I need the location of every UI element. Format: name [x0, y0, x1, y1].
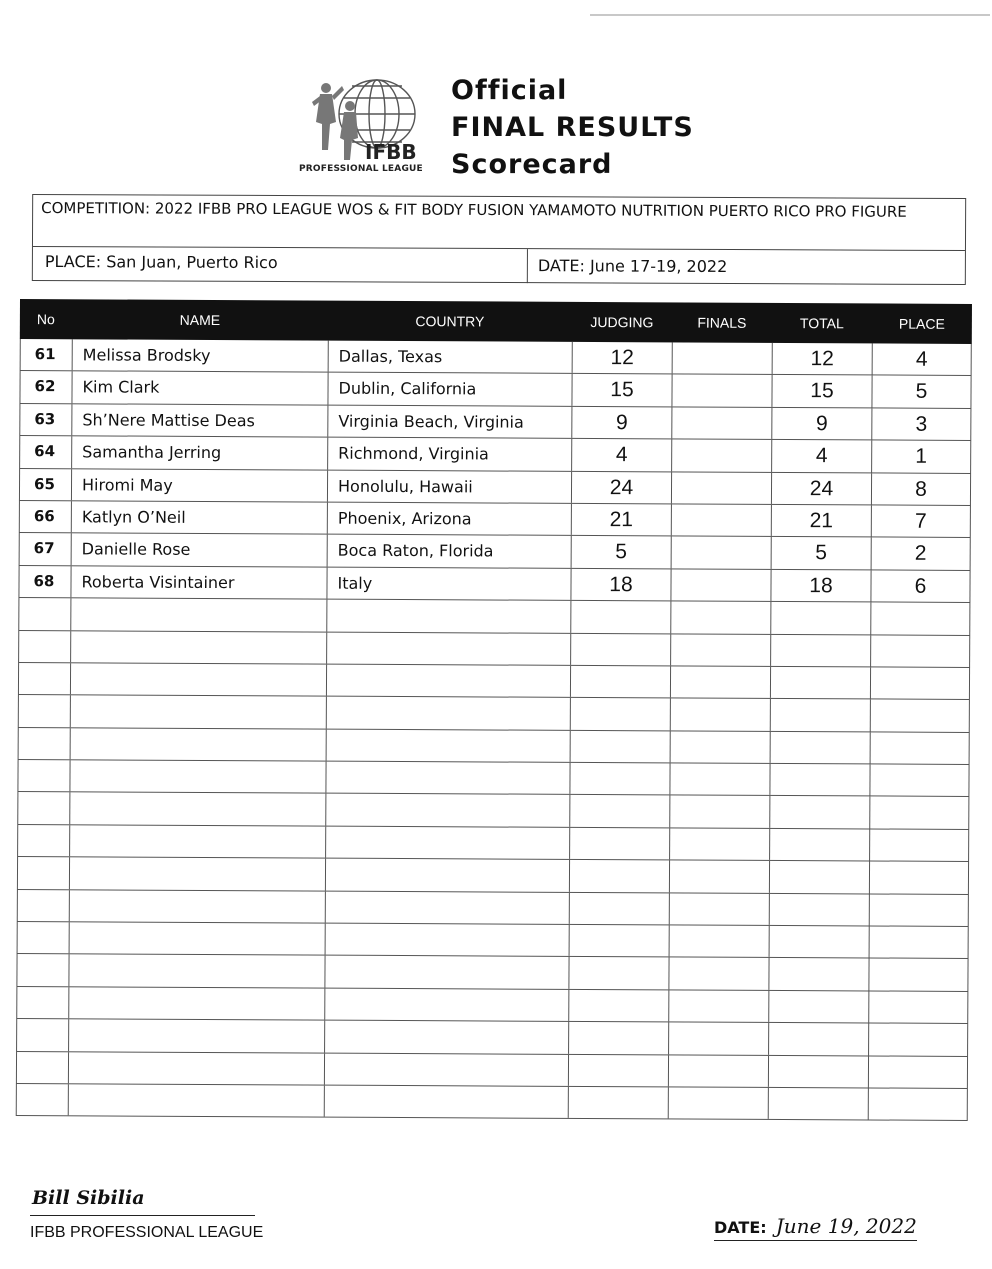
cell-finals: [668, 1087, 768, 1119]
table-row: [19, 469, 971, 506]
country-value: Honolulu, Hawaii: [337, 476, 473, 496]
cell-country: [326, 600, 570, 633]
finals-value: [672, 411, 771, 412]
cell-place: [869, 894, 969, 926]
cell-name: [69, 825, 325, 858]
cell-name: [69, 760, 325, 793]
cell-judging: [570, 633, 670, 665]
place-value: 3: [915, 412, 928, 436]
place-value: 5: [915, 380, 928, 404]
empty-table-row: [17, 890, 969, 927]
finals-value: [672, 476, 771, 477]
cell-name: [70, 598, 326, 631]
cell-country: [327, 405, 571, 438]
cell-place: [869, 926, 969, 958]
table-row: [19, 436, 971, 473]
total-value: 18: [809, 573, 833, 597]
header-place: PLACE: [898, 315, 945, 332]
empty-table-row: [18, 598, 970, 635]
name-value: Samantha Jerring: [82, 442, 222, 463]
cell-place: [871, 376, 971, 408]
cell-total: [771, 440, 871, 472]
cell-finals: [671, 504, 771, 536]
empty-table-row: [17, 922, 969, 959]
cell-country: [327, 438, 571, 471]
competition-date: DATE: June 17-19, 2022: [527, 249, 728, 284]
place-value: 2: [914, 542, 927, 566]
cell-total: [768, 1056, 868, 1088]
header-no: No: [36, 311, 55, 328]
cell-total: [770, 732, 870, 764]
cell-judging: [569, 828, 669, 860]
name-value: Roberta Visintainer: [81, 572, 235, 592]
cell-total: [771, 537, 871, 569]
cell-judging: [571, 439, 671, 471]
cell-no: [16, 1052, 68, 1084]
cell-total: [768, 1023, 868, 1055]
cell-country: [325, 762, 569, 795]
results-table: [16, 299, 972, 1121]
empty-table-row: [17, 825, 969, 862]
cell-no: [19, 533, 71, 565]
cell-place: [871, 473, 971, 505]
title-final-results: FINAL RESULTS: [451, 112, 694, 143]
no-value: 68: [33, 571, 55, 590]
cell-finals: [671, 440, 771, 472]
name-value: Danielle Rose: [81, 539, 191, 560]
cell-no: [18, 566, 70, 598]
total-value: 15: [810, 379, 834, 403]
cell-total: [770, 570, 870, 602]
cell-country: [325, 891, 569, 924]
table-row: [19, 501, 971, 538]
cell-judging: [570, 666, 670, 698]
cell-judging: [571, 536, 671, 568]
country-value: Virginia Beach, Virginia: [338, 411, 524, 432]
cell-country: [325, 826, 569, 859]
cell-finals: [671, 537, 771, 569]
cell-total: [771, 505, 871, 537]
logo-league-text: PROFESSIONAL LEAGUE: [299, 164, 423, 174]
total-value: 4: [815, 444, 828, 468]
place-date-row: [33, 246, 965, 285]
cell-no: [18, 728, 70, 760]
cell-total: [771, 472, 871, 504]
finals-value: [672, 573, 771, 574]
cell-finals: [670, 569, 770, 601]
cell-place: [871, 538, 971, 570]
place-value: 7: [914, 509, 927, 533]
no-value: 65: [33, 474, 55, 493]
cell-finals: [669, 828, 769, 860]
cell-judging: [569, 925, 669, 957]
competition-info-box: [32, 194, 966, 285]
cell-name: [69, 890, 325, 923]
cell-place: [872, 343, 972, 375]
cell-place: [868, 991, 968, 1023]
country-value: Richmond, Virginia: [338, 443, 489, 464]
judging-value: 21: [609, 508, 634, 532]
no-value: 62: [34, 377, 56, 396]
cell-total: [769, 829, 869, 861]
competition-place: PLACE: San Juan, Puerto Rico: [44, 252, 278, 273]
cell-judging: [570, 698, 670, 730]
cell-finals: [671, 472, 771, 504]
place-value: 8: [915, 477, 927, 501]
header-country: COUNTRY: [415, 313, 485, 330]
country-value: Boca Raton, Florida: [337, 541, 494, 561]
cell-no: [17, 825, 69, 857]
cell-name: [71, 372, 327, 405]
cell-judging: [568, 957, 668, 989]
signature: Bill Sibilia: [32, 1187, 145, 1209]
cell-place: [870, 732, 970, 764]
cell-name: [72, 339, 328, 372]
country-value: Dallas, Texas: [338, 346, 443, 367]
cell-judging: [568, 1022, 668, 1054]
cell-place: [869, 765, 969, 797]
cell-country: [326, 665, 570, 698]
cell-country: [325, 859, 569, 892]
title-official: Official: [451, 75, 568, 106]
cell-no: [16, 987, 68, 1019]
header-name: NAME: [179, 311, 221, 329]
no-value: 67: [33, 539, 55, 558]
empty-table-row: [17, 792, 969, 829]
cell-name: [71, 501, 327, 534]
empty-table-row: [16, 954, 968, 991]
place-value: 4: [915, 347, 928, 371]
cell-name: [68, 955, 324, 988]
cell-no: [19, 469, 71, 501]
total-value: 9: [815, 411, 828, 436]
cell-name: [70, 728, 326, 761]
cell-total: [770, 602, 870, 634]
cell-finals: [669, 893, 769, 925]
cell-place: [868, 1088, 968, 1120]
cell-finals: [668, 958, 768, 990]
cell-country: [326, 632, 570, 665]
cell-finals: [669, 861, 769, 893]
cell-country: [326, 567, 570, 600]
header-finals: FINALS: [697, 314, 747, 331]
cell-judging: [568, 1087, 668, 1119]
table-row: [19, 404, 971, 441]
cell-no: [18, 663, 70, 695]
empty-table-row: [16, 1052, 968, 1089]
league-label: IFBB PROFESSIONAL LEAGUE: [30, 1224, 264, 1241]
cell-name: [69, 858, 325, 891]
logo-ifbb-text: IFBB: [365, 140, 417, 164]
cell-place: [868, 1024, 968, 1056]
cell-name: [70, 696, 326, 729]
cell-judging: [569, 763, 669, 795]
header-judging: JUDGING: [590, 313, 654, 331]
footer-date-label: DATE:: [714, 1218, 767, 1237]
judging-value: 15: [610, 378, 634, 402]
cell-total: [769, 894, 869, 926]
country-value: Dublin, California: [338, 379, 477, 399]
cell-finals: [668, 1023, 768, 1055]
table-header: [20, 299, 972, 344]
cell-no: [17, 760, 69, 792]
cell-finals: [670, 731, 770, 763]
cell-place: [868, 959, 968, 991]
cell-place: [871, 441, 971, 473]
finals-value: [673, 346, 772, 347]
place-value: 1: [915, 444, 928, 468]
cell-country: [326, 697, 570, 730]
cell-country: [324, 1053, 568, 1086]
cell-total: [771, 408, 871, 440]
cell-judging: [570, 601, 670, 633]
name-value: Melissa Brodsky: [82, 345, 211, 365]
cell-total: [772, 343, 872, 375]
cell-name: [70, 566, 326, 599]
cell-total: [769, 926, 869, 958]
cell-total: [768, 991, 868, 1023]
cell-total: [769, 764, 869, 796]
name-value: Kim Clark: [82, 377, 160, 398]
cell-finals: [671, 407, 771, 439]
cell-finals: [668, 990, 768, 1022]
competition-name: COMPETITION: 2022 IFBB PRO LEAGUE WOS & FIT BODY FUSION YAMAMOTO NUTRITION PUERTO RICO PRO FIGURE: [41, 199, 907, 221]
cell-no: [20, 339, 72, 371]
empty-table-row: [18, 695, 970, 732]
judging-value: 24: [609, 475, 634, 499]
empty-table-row: [18, 631, 970, 668]
cell-total: [770, 667, 870, 699]
cell-total: [770, 699, 870, 731]
cell-no: [16, 1084, 68, 1116]
cell-finals: [670, 634, 770, 666]
cell-place: [871, 408, 971, 440]
cell-country: [325, 924, 569, 957]
cell-country: [324, 1086, 568, 1119]
judging-value: 12: [610, 346, 634, 370]
no-value: 66: [33, 507, 55, 526]
cell-judging: [571, 471, 671, 503]
cell-name: [70, 631, 326, 664]
no-value: 61: [34, 345, 56, 364]
country-value: Phoenix, Arizona: [337, 508, 472, 529]
cell-finals: [670, 602, 770, 634]
cell-name: [71, 436, 327, 469]
cell-no: [18, 695, 70, 727]
cell-finals: [671, 375, 771, 407]
cell-no: [19, 371, 71, 403]
cell-finals: [668, 1055, 768, 1087]
cell-no: [19, 501, 71, 533]
cell-no: [17, 890, 69, 922]
total-value: 12: [810, 347, 834, 371]
empty-table-row: [16, 987, 968, 1024]
name-value: Hiromi May: [81, 474, 173, 495]
cell-total: [771, 375, 871, 407]
country-value: Italy: [337, 573, 373, 593]
cell-judging: [571, 407, 671, 439]
empty-table-row: [18, 663, 970, 700]
name-value: Katlyn O’Neil: [81, 507, 186, 527]
cell-judging: [572, 342, 672, 374]
cell-name: [68, 987, 324, 1020]
cell-country: [327, 503, 571, 536]
footer-date: [714, 1214, 917, 1241]
cell-name: [69, 922, 325, 955]
footer-date-value: June 19, 2022: [775, 1214, 917, 1238]
cell-finals: [669, 796, 769, 828]
empty-table-row: [16, 1084, 968, 1121]
cell-finals: [670, 666, 770, 698]
cell-finals: [669, 763, 769, 795]
cell-no: [16, 1019, 68, 1051]
empty-table-row: [18, 728, 970, 765]
finals-value: [673, 379, 772, 380]
place-value: 6: [914, 574, 927, 598]
cell-total: [769, 796, 869, 828]
page-title: [451, 72, 694, 183]
cell-place: [870, 570, 970, 602]
total-value: 24: [809, 476, 834, 500]
cell-total: [768, 958, 868, 990]
judging-value: 18: [609, 572, 633, 596]
cell-name: [71, 469, 327, 502]
cell-name: [71, 404, 327, 437]
table-row: [19, 371, 971, 408]
cell-no: [19, 436, 71, 468]
cell-place: [868, 1056, 968, 1088]
cell-country: [324, 956, 568, 989]
empty-table-row: [17, 760, 969, 797]
cell-country: [327, 535, 571, 568]
cell-judging: [569, 893, 669, 925]
name-value: Sh’Nere Mattise Deas: [82, 410, 255, 431]
cell-no: [19, 404, 71, 436]
cell-judging: [570, 569, 670, 601]
cell-judging: [569, 860, 669, 892]
cell-country: [327, 373, 571, 406]
signature-line: [30, 1187, 255, 1216]
total-value: 5: [815, 541, 828, 565]
cell-judging: [570, 731, 670, 763]
table-row: [19, 533, 971, 570]
cell-judging: [571, 374, 671, 406]
header-total: TOTAL: [799, 315, 844, 332]
cell-total: [769, 861, 869, 893]
total-value: 21: [809, 509, 834, 533]
cell-place: [870, 700, 970, 732]
cell-country: [324, 988, 568, 1021]
cell-place: [869, 862, 969, 894]
cell-no: [17, 857, 69, 889]
finals-value: [672, 508, 771, 509]
cell-place: [870, 667, 970, 699]
finals-value: [672, 541, 771, 542]
cell-country: [328, 341, 572, 374]
cell-no: [18, 631, 70, 663]
cell-place: [870, 635, 970, 667]
cell-total: [770, 634, 870, 666]
table-row: [18, 566, 970, 603]
cell-finals: [672, 342, 772, 374]
cell-no: [18, 598, 70, 630]
cell-judging: [571, 504, 671, 536]
cell-place: [871, 505, 971, 537]
cell-name: [68, 1019, 324, 1052]
table-body: [16, 339, 972, 1121]
cell-country: [327, 470, 571, 503]
judging-value: 4: [615, 443, 628, 467]
cell-country: [326, 729, 570, 762]
cell-name: [68, 1052, 324, 1085]
cell-country: [325, 794, 569, 827]
cell-total: [768, 1088, 868, 1120]
empty-table-row: [16, 1019, 968, 1056]
cell-no: [17, 792, 69, 824]
cell-name: [70, 663, 326, 696]
no-value: 64: [34, 442, 56, 461]
scan-edge-line: [590, 14, 990, 16]
cell-name: [71, 534, 327, 567]
cell-place: [869, 829, 969, 861]
no-value: 63: [34, 409, 56, 428]
title-scorecard: Scorecard: [451, 149, 613, 180]
cell-finals: [670, 699, 770, 731]
cell-no: [17, 922, 69, 954]
judging-value: 9: [615, 410, 628, 434]
cell-country: [324, 1021, 568, 1054]
judging-value: 5: [615, 540, 628, 564]
cell-judging: [568, 990, 668, 1022]
cell-place: [869, 797, 969, 829]
cell-name: [69, 793, 325, 826]
table-row: [20, 339, 972, 376]
cell-name: [68, 1084, 324, 1117]
finals-value: [672, 444, 771, 445]
cell-judging: [568, 1054, 668, 1086]
cell-no: [16, 954, 68, 986]
cell-finals: [669, 925, 769, 957]
empty-table-row: [17, 857, 969, 894]
cell-judging: [569, 795, 669, 827]
cell-place: [870, 603, 970, 635]
